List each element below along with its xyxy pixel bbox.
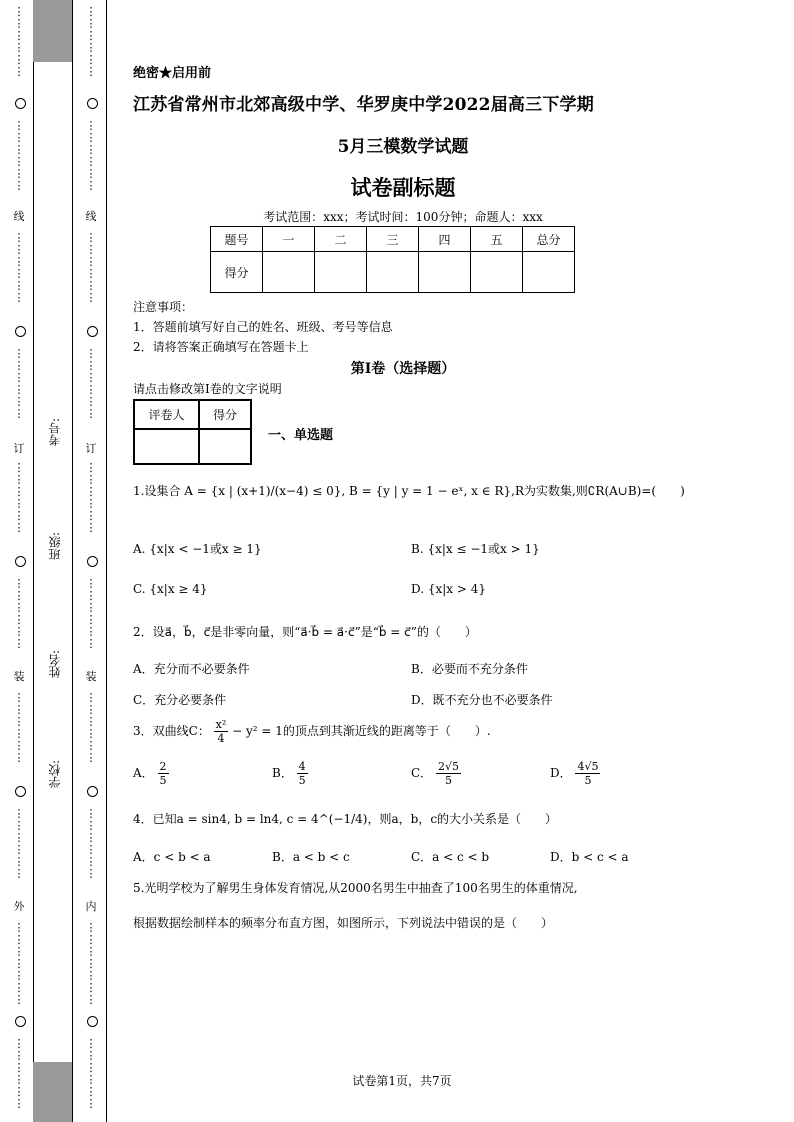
q3-option-d: [550, 760, 600, 787]
q3-fraction: [214, 718, 229, 745]
seal-circle: [87, 326, 98, 337]
dotted-line-inner: ⋮ ⋮ ⋮ ⋮ ⋮ ⋮: [85, 119, 97, 192]
margin-line-mid: [72, 0, 73, 1122]
reviewer-score-label: 得分: [199, 400, 251, 429]
seal-circle: [15, 786, 26, 797]
page-title-line2: 5月三模数学试题: [337, 137, 469, 157]
part-note: 请点击修改第I卷的文字说明: [133, 382, 282, 396]
notes-title: 注意事项：: [133, 300, 194, 314]
q3-c-den: 5: [445, 774, 453, 787]
field-class: 班级:: [48, 532, 62, 561]
score-col: 五: [471, 227, 523, 252]
seal-char-outer: 订: [13, 442, 25, 455]
dotted-line-outer: ⋮ ⋮ ⋮ ⋮ ⋮ ⋮: [13, 347, 25, 420]
score-table: [210, 226, 575, 293]
q3-c-frac: [436, 760, 461, 787]
dotted-line-inner: ⋮ ⋮ ⋮ ⋮ ⋮ ⋮: [85, 231, 97, 304]
score-cell[interactable]: [471, 252, 523, 293]
q1-option-a: A. {x|x < −1或x ≥ 1}: [133, 542, 262, 556]
q2-option-a: A．充分而不必要条件: [133, 662, 250, 676]
page-title-line1: 江苏省常州市北郊高级中学、华罗庚中学2022届高三下学期: [133, 95, 594, 115]
q4-option-b: B．a < b < c: [272, 850, 350, 864]
seal-circle: [87, 1016, 98, 1027]
reviewer-cell[interactable]: [134, 429, 199, 464]
part-title: 第I卷（选择题）: [350, 361, 456, 377]
binding-margin: [0, 0, 110, 1122]
q3-d-num: 4√5: [577, 760, 599, 773]
q3-eq-num: x²: [215, 718, 227, 731]
q3-eq-rest: − y² = 1: [232, 724, 283, 738]
score-col: 总分: [523, 227, 575, 252]
margin-shade-top: [33, 0, 72, 62]
q1-set-b: B = {y | y = 1 − eˣ, x ∈ R}: [348, 484, 512, 498]
dotted-line-outer: ⋮ ⋮ ⋮ ⋮ ⋮ ⋮ ⋮: [13, 921, 25, 1006]
q3-a-num: 2: [159, 760, 167, 773]
q4-option-d: D．b < c < a: [550, 850, 629, 864]
margin-line-outer: [33, 0, 34, 1122]
q2-option-b: B．必要而不充分条件: [411, 662, 528, 676]
notes-item: 2．请将答案正确填写在答题卡上: [133, 340, 309, 354]
reviewer-score-cell[interactable]: [199, 429, 251, 464]
question-2: 2．设a⃗，b⃗，c⃗是非零向量，则“a⃗·b⃗ = a⃗·c⃗”是“b⃗ = c⃗”的（ ）: [133, 625, 477, 639]
dotted-line-outer: ⋮ ⋮ ⋮ ⋮ ⋮ ⋮: [13, 461, 25, 534]
dotted-line-outer: ⋮ ⋮ ⋮ ⋮ ⋮ ⋮: [13, 5, 25, 78]
dotted-line-outer: ⋮ ⋮ ⋮ ⋮ ⋮ ⋮: [13, 231, 25, 304]
q1-option-b: B. {x|x ≤ −1或x > 1}: [411, 542, 540, 556]
field-exam-number: 考号:: [48, 418, 62, 447]
q3-b-den: 5: [298, 774, 306, 787]
seal-char-outer: 线: [13, 210, 25, 223]
q3-d-label: D．: [550, 766, 572, 780]
q1-prefix: 1.设集合: [133, 484, 181, 498]
seal-circle: [15, 98, 26, 109]
seal-char-outer: 装: [13, 670, 25, 683]
dotted-line-outer: ⋮ ⋮ ⋮ ⋮ ⋮ ⋮: [13, 1037, 25, 1110]
score-cell[interactable]: [523, 252, 575, 293]
q3-option-b: [272, 760, 308, 787]
dotted-line-outer: ⋮ ⋮ ⋮ ⋮ ⋮ ⋮: [13, 577, 25, 650]
seal-char-inner: 订: [85, 442, 97, 455]
q2-option-c: C．充分必要条件: [133, 693, 227, 707]
q3-d-frac: [575, 760, 600, 787]
q3-d-den: 5: [584, 774, 592, 787]
notes-item: 1．答题前填写好自己的姓名、班级、考号等信息: [133, 320, 393, 334]
notes: [133, 297, 393, 357]
dotted-line-inner: ⋮ ⋮ ⋮ ⋮ ⋮ ⋮: [85, 1037, 97, 1110]
score-cell[interactable]: [419, 252, 471, 293]
exam-info: 考试范围：xxx；考试时间：100分钟；命题人：xxx: [263, 210, 543, 224]
score-col: 四: [419, 227, 471, 252]
dotted-line-inner: ⋮ ⋮ ⋮ ⋮ ⋮ ⋮ ⋮: [85, 921, 97, 1006]
margin-shade-bottom: [33, 1062, 72, 1122]
q3-b-num: 4: [298, 760, 306, 773]
margin-line-inner: [106, 0, 107, 1122]
seal-char-outer: 外: [13, 900, 25, 913]
question-3: [133, 718, 491, 745]
q4-option-c: C．a < c < b: [411, 850, 490, 864]
q4-option-a: A．c < b < a: [133, 850, 211, 864]
dotted-line-outer: ⋮ ⋮ ⋮ ⋮ ⋮ ⋮: [13, 807, 25, 880]
seal-char-inner: 装: [85, 670, 97, 683]
q3-a-label: A．: [133, 766, 154, 780]
q3-b-label: B．: [272, 766, 293, 780]
dotted-line-inner: ⋮ ⋮ ⋮ ⋮ ⋮ ⋮: [85, 347, 97, 420]
score-header-label: 题号: [211, 227, 263, 252]
q1-option-c: C. {x|x ≥ 4}: [133, 582, 208, 596]
score-cell[interactable]: [263, 252, 315, 293]
q3-a-frac: [158, 760, 169, 787]
seal-circle: [15, 1016, 26, 1027]
score-cell[interactable]: [367, 252, 419, 293]
confidential-label: 绝密★启用前: [133, 66, 212, 81]
question-5-line2: 根据数据绘制样本的频率分布直方图，如图所示，下列说法中错误的是（ ）: [133, 916, 554, 930]
seal-circle: [15, 326, 26, 337]
q1-set-a: A = {x | (x+1)/(x−4) ≤ 0}: [184, 484, 342, 498]
q1-option-d: D. {x|x > 4}: [411, 582, 486, 596]
reviewer-table: [133, 399, 252, 465]
q3-option-c: [411, 760, 461, 787]
q3-option-a: [133, 760, 169, 787]
field-school: 学校:: [48, 760, 62, 789]
seal-char-inner: 线: [85, 210, 97, 223]
score-cell[interactable]: [315, 252, 367, 293]
dotted-line-inner: ⋮ ⋮ ⋮ ⋮ ⋮ ⋮: [85, 461, 97, 534]
seal-circle: [15, 556, 26, 567]
q3-a-den: 5: [159, 774, 167, 787]
q3-b-frac: [297, 760, 308, 787]
page-subtitle: 试卷副标题: [350, 175, 456, 200]
field-name: 姓名:: [48, 650, 62, 679]
score-col: 三: [367, 227, 419, 252]
seal-circle: [87, 786, 98, 797]
q3-eq-den: 4: [217, 732, 225, 745]
question-4: 4．已知a = sin4, b = ln4, c = 4^(−1/4)，则a，b，c的大小关系是（ ）: [133, 812, 558, 826]
question-5-line1: 5.光明学校为了解男生身体发育情况,从2000名男生中抽查了100名男生的体重情况,: [133, 881, 578, 895]
seal-circle: [87, 98, 98, 109]
q2-option-d: D．既不充分也不必要条件: [411, 693, 553, 707]
q3-suffix: 的顶点到其渐近线的距离等于（ ）.: [282, 724, 491, 738]
section-title: 一、单选题: [268, 428, 334, 443]
dotted-line-outer: ⋮ ⋮ ⋮ ⋮ ⋮ ⋮: [13, 691, 25, 764]
seal-char-inner: 内: [85, 900, 97, 913]
seal-circle: [87, 556, 98, 567]
q3-prefix: 3．双曲线C：: [133, 724, 210, 738]
reviewer-label: 评卷人: [134, 400, 199, 429]
score-col: 一: [263, 227, 315, 252]
dotted-line-inner: ⋮ ⋮ ⋮ ⋮ ⋮ ⋮: [85, 577, 97, 650]
dotted-line-outer: ⋮ ⋮ ⋮ ⋮ ⋮ ⋮: [13, 119, 25, 192]
q1-suffix: ,R为实数集,则∁R(A∪B)=( ): [511, 484, 685, 498]
page-footer: 试卷第1页，共7页: [352, 1074, 452, 1088]
q3-c-num: 2√5: [438, 760, 460, 773]
dotted-line-inner: ⋮ ⋮ ⋮ ⋮ ⋮ ⋮: [85, 691, 97, 764]
dotted-line-inner: ⋮ ⋮ ⋮ ⋮ ⋮ ⋮: [85, 807, 97, 880]
score-row-label: 得分: [211, 252, 263, 293]
question-1: 1.设集合 A = {x | (x+1)/(x−4) ≤ 0}, B = {y | y = 1 − eˣ, x ∈ R},R为实数集,则∁R(A∪B)=( ): [133, 484, 685, 498]
score-col: 二: [315, 227, 367, 252]
q3-c-label: C．: [411, 766, 433, 780]
dotted-line-inner: ⋮ ⋮ ⋮ ⋮ ⋮ ⋮: [85, 5, 97, 78]
